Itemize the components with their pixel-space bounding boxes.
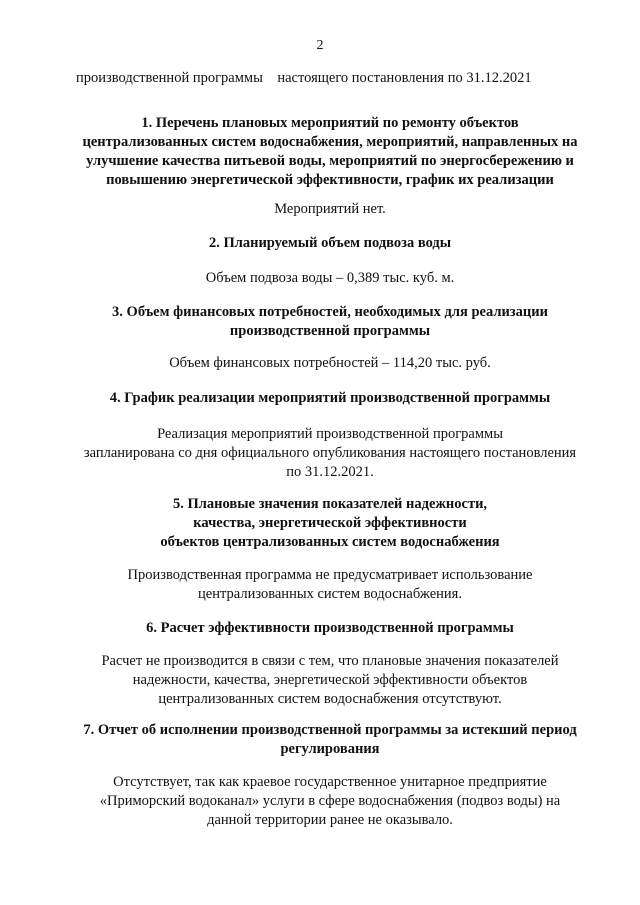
heading-line: объектов централизованных систем водоснабжения xyxy=(160,534,500,550)
heading-line: улучшение качества питьевой воды, мероприятий по энергосбережению и xyxy=(86,153,574,169)
body-line: надежности, качества, энергетической эффективности объектов xyxy=(132,672,528,688)
section-5-heading xyxy=(60,495,600,552)
body-line: Объем финансовых потребностей – 114,20 тыс. руб. xyxy=(169,355,491,371)
body-line: запланирована со дня официального опубликования настоящего постановления xyxy=(83,445,577,461)
section-1-body xyxy=(60,200,600,219)
body-line: Отсутствует, так как краевое государственное унитарное предприятие xyxy=(113,774,547,790)
heading-line: производственной программы xyxy=(229,323,431,339)
section-3-body xyxy=(60,354,600,373)
heading-line: 1. Перечень плановых мероприятий по ремонту объектов xyxy=(141,115,519,131)
continuation-line: производственной программы настоящего постановления по 31.12.2021 xyxy=(76,70,532,86)
section-7-body xyxy=(60,773,600,830)
heading-line: регулирования xyxy=(280,741,380,757)
body-line: Мероприятий нет. xyxy=(274,201,386,217)
section-3-heading xyxy=(60,303,600,341)
section-2-body xyxy=(60,269,600,288)
heading-line: централизованных систем водоснабжения, мероприятий, направленных на xyxy=(82,134,578,150)
heading-line: повышению энергетической эффективности, график их реализации xyxy=(106,172,554,188)
section-7-heading xyxy=(60,721,600,759)
heading-line: 3. Объем финансовых потребностей, необходимых для реализации xyxy=(112,304,548,320)
body-line: централизованных систем водоснабжения. xyxy=(198,586,462,602)
heading-line: 4. График реализации мероприятий производственной программы xyxy=(109,390,551,406)
section-4-heading xyxy=(60,389,600,408)
body-line: Объем подвоза воды – 0,389 тыс. куб. м. xyxy=(205,270,455,286)
body-line: Реализация мероприятий производственной программы xyxy=(157,426,503,442)
body-line: Производственная программа не предусматривает использование xyxy=(127,567,533,583)
body-line: по 31.12.2021. xyxy=(286,464,374,480)
heading-line: 7. Отчет об исполнении производственной программы за истекший период xyxy=(83,722,577,738)
body-line: Расчет не производится в связи с тем, что плановые значения показателей xyxy=(101,653,559,669)
body-line: «Приморский водоканал» услуги в сфере водоснабжения (подвоз воды) на xyxy=(99,793,561,809)
section-2-heading xyxy=(60,234,600,253)
section-4-body xyxy=(60,425,600,482)
heading-line: 6. Расчет эффективности производственной программы xyxy=(146,620,514,636)
body-line: данной территории ранее не оказывало. xyxy=(207,812,453,828)
page-number: 2 xyxy=(316,38,324,53)
heading-line: 2. Планируемый объем подвоза воды xyxy=(208,235,452,251)
section-6-body xyxy=(60,652,600,709)
section-5-body xyxy=(60,566,600,604)
heading-line: 5. Плановые значения показателей надежности, xyxy=(172,496,488,512)
heading-line: качества, энергетической эффективности xyxy=(193,515,467,531)
body-line: централизованных систем водоснабжения отсутствуют. xyxy=(158,691,502,707)
section-6-heading xyxy=(60,619,600,638)
section-1-heading xyxy=(60,114,600,190)
